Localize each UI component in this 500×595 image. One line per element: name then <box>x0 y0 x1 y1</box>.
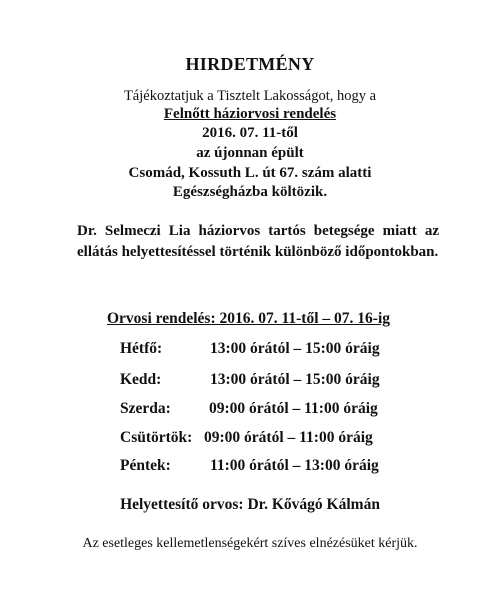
notice-paragraph: Dr. Selmeczi Lia háziorvos tartós betegsége miatt az ellátás helyettesítéssel történik különböző időpontokban. <box>77 223 439 260</box>
apology-note: Az esetleges kellemetlenségekért szíves elnézésüket kérjük. <box>82 536 418 551</box>
schedule-time-wednesday: 09:00 órától – 11:00 óráig <box>209 400 378 417</box>
page-title: HIRDETMÉNY <box>185 54 315 74</box>
intro-line-2: Felnőtt háziorvosi rendelés <box>163 106 337 122</box>
schedule-time-monday: 13:00 órától – 15:00 óráig <box>210 340 380 357</box>
intro-line-1: Tájékoztatjuk a Tisztelt Lakosságot, hogy a <box>123 88 377 104</box>
schedule-day-tuesday: Kedd: <box>120 371 162 388</box>
intro-line-5: Csomád, Kossuth L. út 67. szám alatti <box>128 165 372 181</box>
intro-line-4: az újonnan épült <box>196 145 304 161</box>
schedule-time-tuesday: 13:00 órától – 15:00 óráig <box>210 371 380 388</box>
substitute-doctor: Helyettesítő orvos: Dr. Kővágó Kálmán <box>120 496 380 513</box>
schedule-day-friday: Péntek: <box>120 457 171 474</box>
schedule-time-thursday: 09:00 órától – 11:00 óráig <box>204 429 373 446</box>
intro-line-6: Egészségházba költözik. <box>172 184 328 200</box>
schedule-time-friday: 11:00 órától – 13:00 óráig <box>210 457 379 474</box>
schedule-heading: Orvosi rendelés: 2016. 07. 11-től – 07. 16-ig <box>107 310 390 327</box>
schedule-day-wednesday: Szerda: <box>120 400 171 417</box>
schedule-day-thursday: Csütörtök: <box>120 429 193 446</box>
schedule-day-monday: Hétfő: <box>120 340 163 357</box>
intro-line-3: 2016. 07. 11-től <box>202 125 298 141</box>
